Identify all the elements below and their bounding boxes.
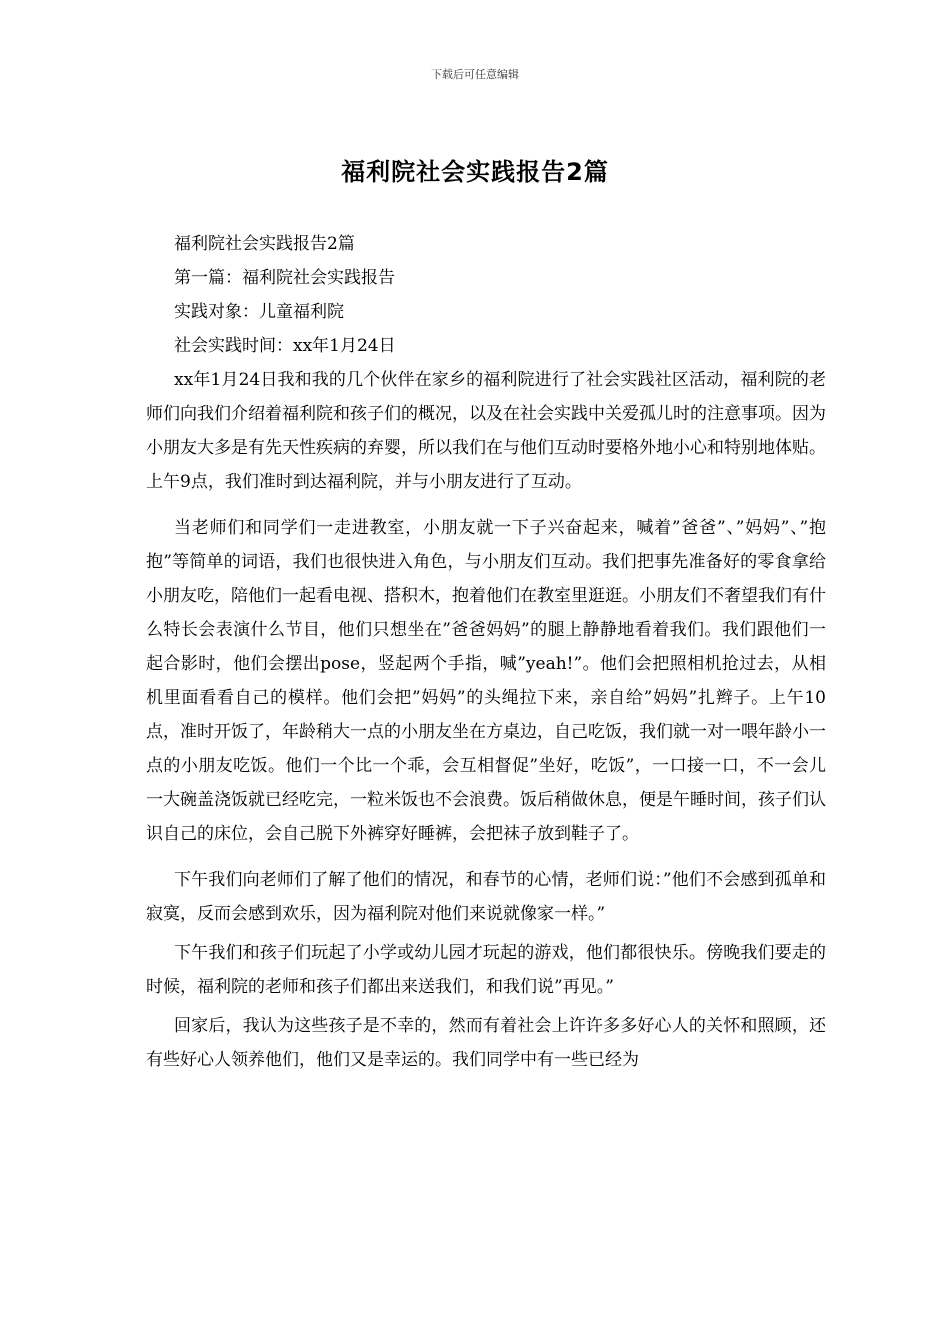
meta-line-date: 社会实践时间：xx年1月24日 <box>174 336 396 356</box>
paragraph-5: 回家后，我认为这些孩子是不幸的，然而有着社会上许许多多好心人的关怀和照顾，还有些好心人领养他们，他们又是幸运的。我们同学中有一些已经为 <box>146 1016 826 1070</box>
header-note: 下载后可任意编辑 <box>431 68 519 81</box>
document-body <box>146 227 826 1077</box>
paragraph-1: xx年1月24日我和我的几个伙伴在家乡的福利院进行了社会实践社区活动，福利院的老师们向我们介绍着福利院和孩子们的概况，以及在社会实践中关爱孤儿时的注意事项。因为小朋友大多是有先天性疾病的弃婴，所以我们在与他们互动时要格外地小心和特别地体贴。上午9点，我们准时到达福利院，并与小朋友进行了互动。 <box>146 370 826 492</box>
paragraph-3: 下午我们向老师们了解了他们的情况，和春节的心情，老师们说：”他们不会感到孤单和寂寞，反而会感到欢乐，因为福利院对他们来说就像家一样。” <box>146 870 826 924</box>
paragraph-2: 当老师们和同学们一走进教室，小朋友就一下子兴奋起来，喊着”爸爸”、”妈妈”、”抱抱”等简单的词语，我们也很快进入角色，与小朋友们互动。我们把事先准备好的零食拿给小朋友吃，陪他们一起看电视、搭积木，抱着他们在教室里逛逛。小朋友们不奢望我们有什么特长会表演什么节目，他们只想坐在”爸爸妈妈”的腿上静静地看着我们。我们跟他们一起合影时，他们会摆出pose，竖起两个手指，喊”yeah!”。他们会把照相机抢过去，从相机里面看看自己的模样。他们会把”妈妈”的头绳拉下来，亲自给”妈妈”扎辫子。上午10点，准时开饭了，年龄稍大一点的小朋友坐在方桌边，自己吃饭，我们就一对一喂年龄小一点的小朋友吃饭。他们一个比一个乖，会互相督促”坐好，吃饭”，一口接一口，不一会儿一大碗盖浇饭就已经吃完，一粒米饭也不会浪费。饭后稍做休息，便是午睡时间，孩子们认识自己的床位，会自己脱下外裤穿好睡裤，会把袜子放到鞋子了。 <box>146 518 826 844</box>
meta-line-target: 实践对象：儿童福利院 <box>174 302 344 322</box>
meta-line-section: 第一篇：福利院社会实践报告 <box>174 268 395 288</box>
paragraph-4: 下午我们和孩子们玩起了小学或幼儿园才玩起的游戏，他们都很快乐。傍晚我们要走的时候，福利院的老师和孩子们都出来送我们，和我们说”再见。” <box>146 943 826 997</box>
page-title: 福利院社会实践报告2篇 <box>341 158 609 186</box>
meta-line-subtitle: 福利院社会实践报告2篇 <box>174 234 355 254</box>
